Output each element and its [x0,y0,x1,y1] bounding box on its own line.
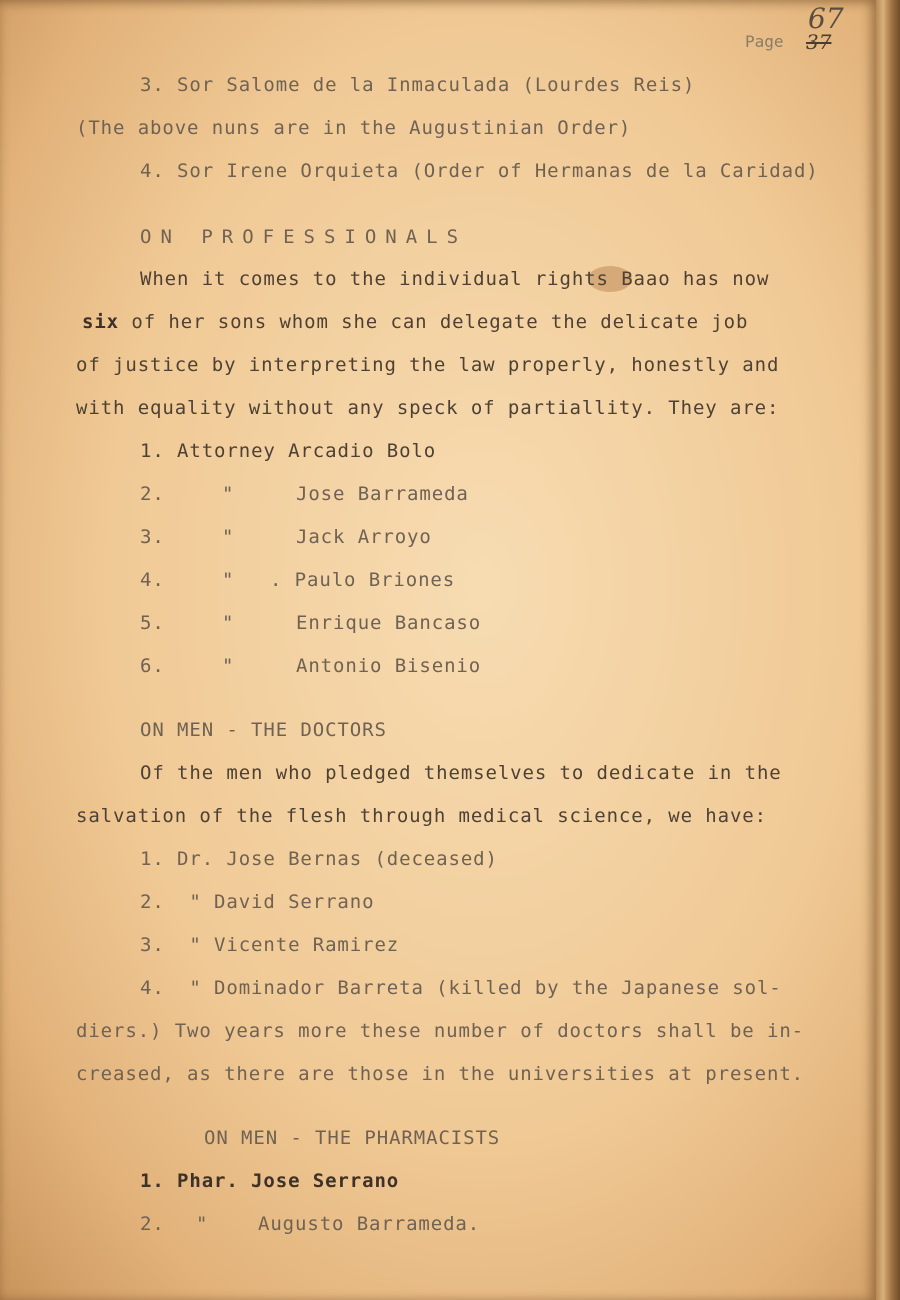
page-label: Page [745,32,784,51]
attorney-name-2: Jose Barrameda [296,483,469,505]
attorney-ditto-6: " [222,655,235,677]
attorney-item-5 [140,612,165,634]
doctors-continuation-line-1: diers.) Two years more these number of doctors shall be in- [76,1020,804,1042]
doctors-intro-line-2: salvation of the flesh through medical science, we have: [76,805,767,827]
attorney-number: 5. [140,612,165,634]
six-emphasis: six [82,311,120,333]
doctors-continuation-line-2: creased, as there are those in the universities at present. [76,1063,804,1085]
attorney-name-4: . Paulo Briones [270,569,456,591]
attorney-ditto-2: " [222,483,235,505]
attorney-name-6: Antonio Bisenio [296,655,482,677]
attorney-ditto-3: " [222,526,235,548]
pharmacists-heading: ON MEN - THE PHARMACISTS [204,1127,501,1149]
attorney-item-4 [140,569,165,591]
attorney-number: 3. [140,526,165,548]
attorney-name: Attorney Arcadio Bolo [177,440,437,462]
attorney-number: 6. [140,655,165,677]
nun-item-3: 3. Sor Salome de la Inmaculada (Lourdes Reis) [140,74,696,96]
attorney-item-1 [140,440,436,462]
doctor-item-1: 1. Dr. Jose Bernas (deceased) [140,848,498,870]
pharmacist-item-2-ditto: " [196,1213,209,1235]
doctors-heading: ON MEN - THE DOCTORS [140,719,387,741]
attorney-ditto-4: " [222,569,235,591]
page-number-handwritten: 67 [808,2,844,35]
doctor-item-4: 4. " Dominador Barreta (killed by the Japanese sol- [140,977,782,999]
professionals-para-line-3: of justice by interpreting the law properly, honestly and [76,354,780,376]
pharmacist-item-1: 1. Phar. Jose Serrano [140,1170,400,1192]
page-number-struck: 37 [806,30,832,54]
doctors-intro-line-1: Of the men who pledged themselves to dedicate in the [140,762,782,784]
doctor-item-3: 3. " Vicente Ramirez [140,934,400,956]
professionals-para-line-1: When it comes to the individual rights Baao has now [140,268,770,290]
attorney-ditto-5: " [222,612,235,634]
nun-item-4: 4. Sor Irene Orquieta (Order of Hermanas de la Caridad) [140,160,819,182]
attorney-item-6 [140,655,165,677]
professionals-para-line-2-rest: of her sons whom she can delegate the delicate job [119,311,749,333]
professionals-para-line-2 [82,311,748,333]
attorney-number: 4. [140,569,165,591]
pharmacist-item-2-name: Augusto Barrameda. [258,1213,481,1235]
attorney-number: 1. [140,440,165,462]
attorney-item-3 [140,526,165,548]
professionals-para-line-4: with equality without any speck of partiallity. They are: [76,397,780,419]
doctor-item-2: 2. " David Serrano [140,891,375,913]
attorney-name-5: Enrique Bancaso [296,612,482,634]
pharmacist-item-2-number: 2. [140,1213,165,1235]
page-edge [876,0,900,1300]
professionals-heading: ON PROFESSIONALS [140,226,468,248]
nuns-order-note: (The above nuns are in the Augustinian Order) [76,117,632,139]
attorney-item-2 [140,483,165,505]
attorney-number: 2. [140,483,165,505]
attorney-name-3: Jack Arroyo [296,526,432,548]
